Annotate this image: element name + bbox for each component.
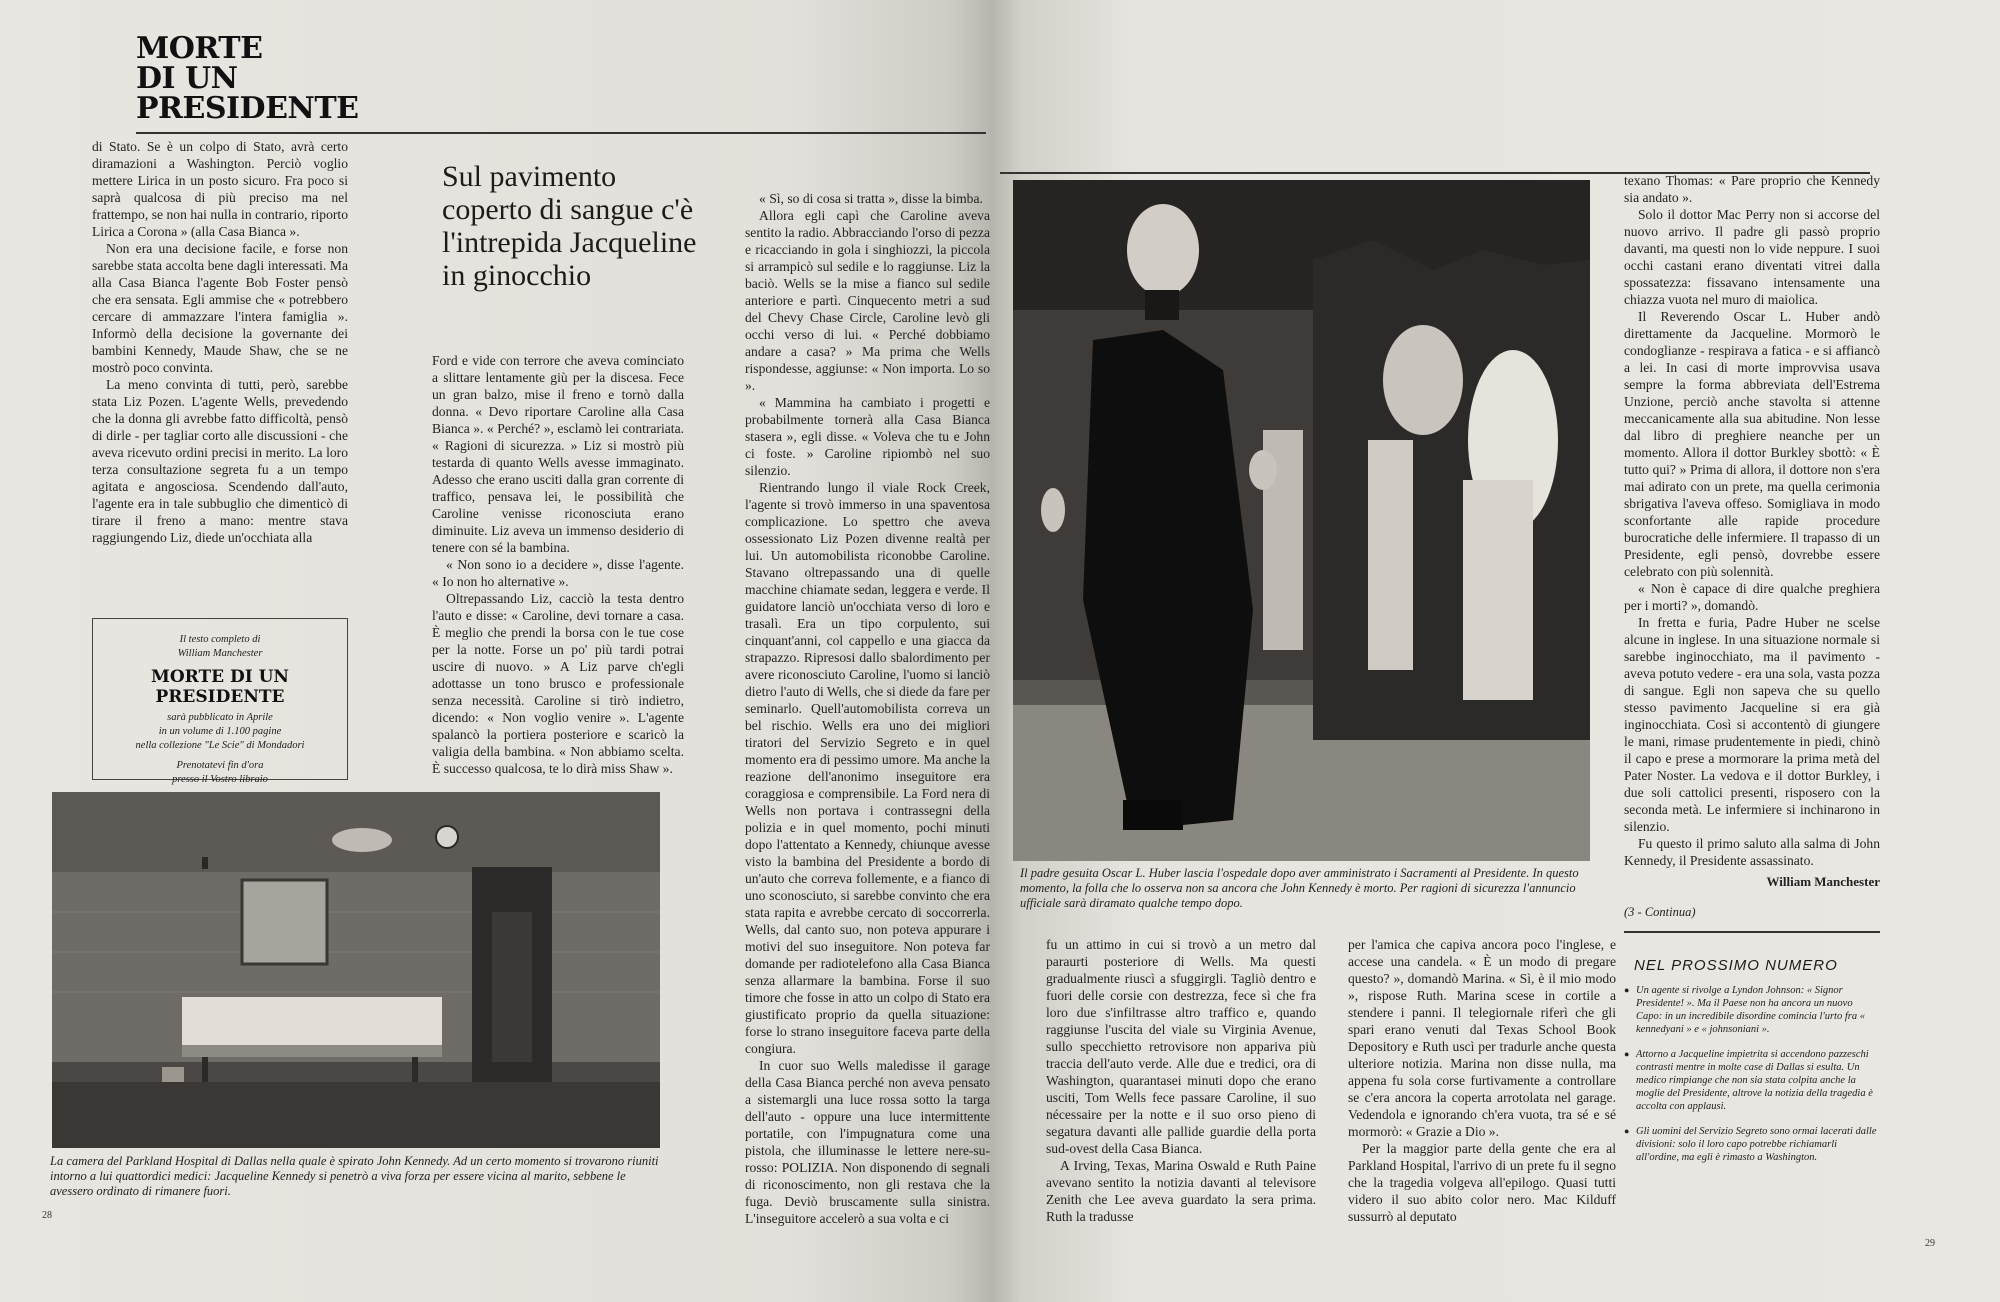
right-photo-caption: Il padre gesuita Oscar L. Huber lascia l'ospedale dopo aver amministrato i Sacramenti al Presidente. In questo momento, la folla che lo osserva non sa ancora che John Kennedy è morto. Per ragioni di sicurezza l'annuncio ufficiale sarà diramato qualche tempo dopo. xyxy=(1020,866,1579,910)
right-page-number: 29 xyxy=(1925,1238,1935,1249)
priest-leaving-hospital-image xyxy=(1013,180,1590,861)
paragraph: di Stato. Se è un colpo di Stato, avrà certo diramazioni a Washington. Perciò voglio mettere Lirica in un posto sicuro. Fra poco si saprà qualcosa di più preciso ma nel frattempo, se non hai nulla in contrario, riporto Lirica a Corona » (alla Casa Bianca ». xyxy=(92,139,348,239)
left-photo-caption: La camera del Parkland Hospital di Dallas nella quale è spirato John Kennedy. Ad un certo momento si trovarono riuniti intorno a lui quattordici medici: Jacqueline Kennedy si penetrò a viva forza per essere vicina al marito, sebbene le avessero ordinato di rimanere fuori. xyxy=(50,1154,659,1198)
paragraph: Non era una decisione facile, e forse non sarebbe stata accolta bene dagli interessati. Ma alla Casa Bianca l'agente Bob Foster pensò che era sensata. Egli ammise che « potrebbero cercare di ammazzare l'intera famiglia ». Informò della decisione la governante dei bambini Kennedy, Maude Shaw, che se ne mostrò poco convinta. xyxy=(92,241,348,375)
box-line: Il testo completo di xyxy=(179,634,261,645)
book-announcement-box xyxy=(92,618,348,785)
paragraph: Solo il dottor Mac Perry non si accorse del nuovo arrivo. Il padre gli passò proprio davanti, ma questi non lo vide neppure. I suoi occhi castani erano diventati vitrei dalla spossatezza: fissavano intensamente una chiazza vuota nel muro di maiolica. xyxy=(1624,207,1880,307)
box-line: sarà pubblicato in Aprile xyxy=(167,712,273,723)
author-signature: William Manchester xyxy=(1766,874,1880,889)
paragraph: Per la maggior parte della gente che era al Parkland Hospital, l'arrivo di un prete fu il segno che la tragedia volgeva all'epilogo. Quasi tutti videro il suo abito color nero. Mac Kilduff sussurrò al deputato xyxy=(1348,1141,1616,1224)
top-rule-left xyxy=(136,132,986,134)
paragraph: « Non sono io a decidere », disse l'agente. « Io non ho alternative ». xyxy=(432,557,684,589)
paragraph: In cuor suo Wells maledisse il garage della Casa Bianca perché non aveva pensato a sistemargli una luce rossa sotto la targa dell'auto - oppure una luce intermittente portatile, con l'impugnatura come una pistola, che illuminasse le lettere nere-su-rosso: POLIZIA. Non disponendo di segnali di riconoscimento, non gli restava che la fuga. Deviò bruscamente sulla sinistra. L'inseguitore accelerò a sua volta e ci xyxy=(745,1058,990,1226)
right-page xyxy=(990,0,2000,1302)
box-line: Prenotatevi fin d'ora xyxy=(176,760,264,771)
next-issue-title: NEL PROSSIMO NUMERO xyxy=(1634,956,1838,974)
hospital-room-photo xyxy=(52,792,660,1148)
paragraph: Il Reverendo Oscar L. Huber andò direttamente da Jacqueline. Mormorò le condoglianze - respirava a fatica - e si affiancò a lei. In casi di morte improvvisa usava sempre la forma abbreviata dell'Estrema Unzione, perciò anche stavolta si attenne meccanicamente alla sua abitudine. Non lesse dal libro di preghiere neanche per un momento. Allora il dottor Burkley sbottò: « È tutto qui? » Prima di allora, il dottore non s'era mai adirato con un prete, ma quella cerimonia sbrigativa l'aveva offeso. Somigliava in modo sconfortante alle rapide procedure burocratiche delle infermiere. Il trapasso di un Presidente, egli pensò, dovrebbe essere celebrato con più solennità. xyxy=(1624,309,1880,579)
masthead-line-2: DI UN xyxy=(136,61,238,96)
paragraph: A Irving, Texas, Marina Oswald e Ruth Paine avevano sentito la notizia davanti al televisore Zenith che Lee aveva guardato la sera prima. Ruth la tradusse xyxy=(1046,1158,1316,1224)
right-column-3 xyxy=(1624,172,1880,1232)
paragraph: fu un attimo in cui si trovò a un metro dal paraurti posteriore di Wells. Ma questi gradualmente riuscì a sfuggirgli. Tagliò dentro e fuori delle corsie con destrezza, fece sì che fra loro due s'infiltrasse altro traffico e, quando raggiunse l'uscita del viale su Virginia Avenue, sullo specchietto retrovisore non appariva più traccia dell'auto verde. Alle due e tredici, ora di Washington, quarantasei minuti dopo che erano usciti, Tom Wells fece passare Caroline, il suo nécessaire per la notte e il suo orso pieno di segatura davanti alle pallide guardie della porta sud-ovest della Casa Bianca. xyxy=(1046,937,1316,1156)
box-line: presso il Vostro libraio xyxy=(172,774,268,785)
left-page xyxy=(0,0,990,1302)
masthead-line-1: MORTE xyxy=(136,31,263,66)
left-page-number: 28 xyxy=(42,1210,52,1221)
masthead-line-3: PRESIDENTE xyxy=(136,91,359,126)
article-headline: Sul pavimento coperto di sangue c'è l'intrepida Jacqueline in ginocchio xyxy=(442,160,697,292)
right-column-1 xyxy=(1046,936,1316,1266)
box-line: in un volume di 1.100 pagine xyxy=(158,726,282,737)
paragraph: Allora egli capì che Caroline aveva sentito la radio. Abbracciando l'orso di pezza e ricacciando in gola i singhiozzi, la piccola si arrampicò sul sedile e lo raggiunse. Liz la baciò. Wells se la mise a fianco sul sedile anteriore e partì. Cinquecento metri a sud del Chevy Chase Circle, Caroline levò gli occhi verso di lui. « Perché dobbiamo andare a casa? » Ma prima che Wells rispondesse, aggiunse: « Non importa. Lo so ». xyxy=(745,208,990,393)
paragraph: per l'amica che capiva ancora poco l'inglese, e accese una candela. « È un modo di pregare questo? », domandò Marina. « Sì, è il mio modo », rispose Ruth. Marina scese in cortile a stendere i panni. Il telegiornale riferì che gli spari erano venuti dal Texas School Book Depository e Ruth uscì per tradurle anche questa ulteriore notizia. Marina non disse nulla, ma appena fu sola corse furtivamente a controllare se c'era ancora la coperta arrotolata nel garage. Vedendola e ignorando ch'era vuota, tra sé e sé mormorò: « Grazie a Dio ». xyxy=(1348,937,1616,1139)
left-column-2 xyxy=(432,352,684,800)
paragraph: « Sì, so di cosa si tratta », disse la bimba. xyxy=(759,191,983,206)
box-title: MORTE DI UN PRESIDENTE xyxy=(151,667,289,707)
paragraph: Ford e vide con terrore che aveva cominciato a slittare lentamente giù per la discesa. Fece un gran balzo, mise il freno e tornò dalla donna. « Devo riportare Caroline alla Casa Bianca ». « Perché? », esclamò lei contrariata. « Ragioni di sicurezza. » Liz si mostrò più testarda di quanto Wells avesse immaginato. Adesso che erano usciti dalla gran corrente di traffico, pensava lei, le possibilità che Caroline venisse riconosciuta erano diminuite. Liz aveva un immenso desiderio di tenere con sé la bambina. xyxy=(432,353,684,555)
hospital-room-image xyxy=(52,792,660,1148)
left-column-1 xyxy=(92,138,348,608)
paragraph: Rientrando lungo il viale Rock Creek, l'agente si trovò immerso in una spaventosa complicazione. Lo spettro che aveva ossessionato Liz Pozen divenne realtà per lui. Un automobilista riconobbe Caroline. Stavano oltrepassando una di quelle macchine chiamate sedan, leggera e verde. Il guidatore lanciò un'occhiata verso di loro e trasalì. Era un tipo corpulento, sui cinquant'anni, col cappello e una giacca da strapazzo. Ripresosi dallo sbalordimento per avere riconosciuto Caroline, l'uomo si lanciò dietro l'auto di Wells, che si diede da fare per seminarlo. Quell'automobilista correva un bel rischio. Wells era uno dei migliori tiratori del Servizio Segreto e in quel momento era di pessimo umore. Ma anche la reazione dell'anonimo inseguitore era coraggiosa e comprensibile. La Ford nera di Wells non portava i contrassegni della polizia e in quel momento, pochi minuti dopo l'attentato a Kennedy, chiunque avesse visto la bambina del Presidente a bordo di un'auto che correva follemente, e a fianco di uno sconosciuto, si sarebbe convinto che era stata rapita e avrebbe cercato di soccorrerla. Wells, dal canto suo, non poteva appurare i motivi del suo inseguitore. Non poteva far domande per radiotelefono alla Casa Bianca senza allarmare la bambina. Forse il suo timore che fosse in atto un colpo di Stato era giustificato proprio da quella situazione: forse lo strano inseguitore faceva parte della congiura. xyxy=(745,480,990,1056)
paragraph: In fretta e furia, Padre Huber ne scelse alcune in inglese. In una situazione normale si sarebbe inginocchiato, ma il pavimento - aveva potuto vedere - era una sola, vasta pozza di sangue. Egli non sapeva che su quello stesso pavimento Jacqueline si era già inginocchiata. Così si accontentò di giungere le mani, rimase prudentemente in piedi, chinò il capo e prese a mormorare la prima metà del Pater Noster. La vedova e il dottor Burkley, i due soli cattolici presenti, risposero con la seconda metà. Le infermiere si inchinarono in silenzio. xyxy=(1624,615,1880,834)
next-issue-item: ● Un agente si rivolge a Lyndon Johnson: « Signor Presidente! ». Ma il Paese non ha ancora un nuovo Capo: in un incredibile disordine comincia l'urto fra « kennedyani » e « johnsoniani ». xyxy=(1624,984,1880,1036)
priest-photo xyxy=(1013,180,1590,861)
paragraph: Fu questo il primo saluto alla salma di John Kennedy, il Presidente assassinato. xyxy=(1624,836,1880,868)
masthead xyxy=(136,31,359,126)
paragraph: Oltrepassando Liz, cacciò la testa dentro l'auto e disse: « Caroline, devi tornare a casa. È meglio che prendi la borsa con le tue cose per la notte. Forse un po' più tardi potrai uscire di nuovo. » A Liz parve ch'egli adottasse un tono brusco e professionale senza necessità. Caroline si tirò indietro, dicendo: « Non voglio venire ». L'agente spalancò la portiera posteriore e scaricò la valigia della bambina. « Non abbiamo scelta. È successo qualcosa, te lo dirà miss Shaw ». xyxy=(432,591,684,776)
next-issue-rule xyxy=(1624,931,1880,933)
next-issue-item: ● Attorno a Jacqueline impietrita si accendono pazzeschi contrasti mentre in molte case di Dallas si esulta. Un medico rimpiange che non sia stata colpita anche la moglie del Presidente, altrove la notizia della tragedia è accolta con applausi. xyxy=(1624,1048,1880,1113)
paragraph: La meno convinta di tutti, però, sarebbe stata Liz Pozen. L'agente Wells, prevedendo che la donna gli avrebbe fatto difficoltà, pensò di dirle - per tagliar corto alle discussioni - che aveva ricevuto ordini precisi in merito. La loro terza consultazione segreta fu a un tempo agitata e angosciosa. Scendendo dall'auto, l'agente era in tale subbuglio che dimenticò di tirare il freno a mano: mentre stava raggiungendo Liz, diede un'occhiata alla xyxy=(92,377,348,545)
paragraph: « Non è capace di dire qualche preghiera per i morti? », domandò. xyxy=(1624,581,1880,613)
paragraph: texano Thomas: « Pare proprio che Kennedy sia andato ». xyxy=(1624,173,1880,205)
paragraph: « Mammina ha cambiato i progetti e probabilmente tornerà alla Casa Bianca stasera », egli disse. « Voleva che tu e John ci foste. » Caroline ripiombò nel suo silenzio. xyxy=(745,395,990,478)
box-line: William Manchester xyxy=(177,648,263,659)
left-column-3 xyxy=(745,190,990,1250)
next-issue-item: ● Gli uomini del Servizio Segreto sono ormai lacerati dalle divisioni: solo il loro capo potrebbe richiamarli all'ordine, ma egli è rimasto a Washington. xyxy=(1624,1125,1880,1164)
continua-note: (3 - Continua) xyxy=(1624,905,1696,919)
box-line: nella collezione "Le Scie" di Mondadori xyxy=(135,740,305,751)
right-column-2 xyxy=(1348,936,1616,1266)
